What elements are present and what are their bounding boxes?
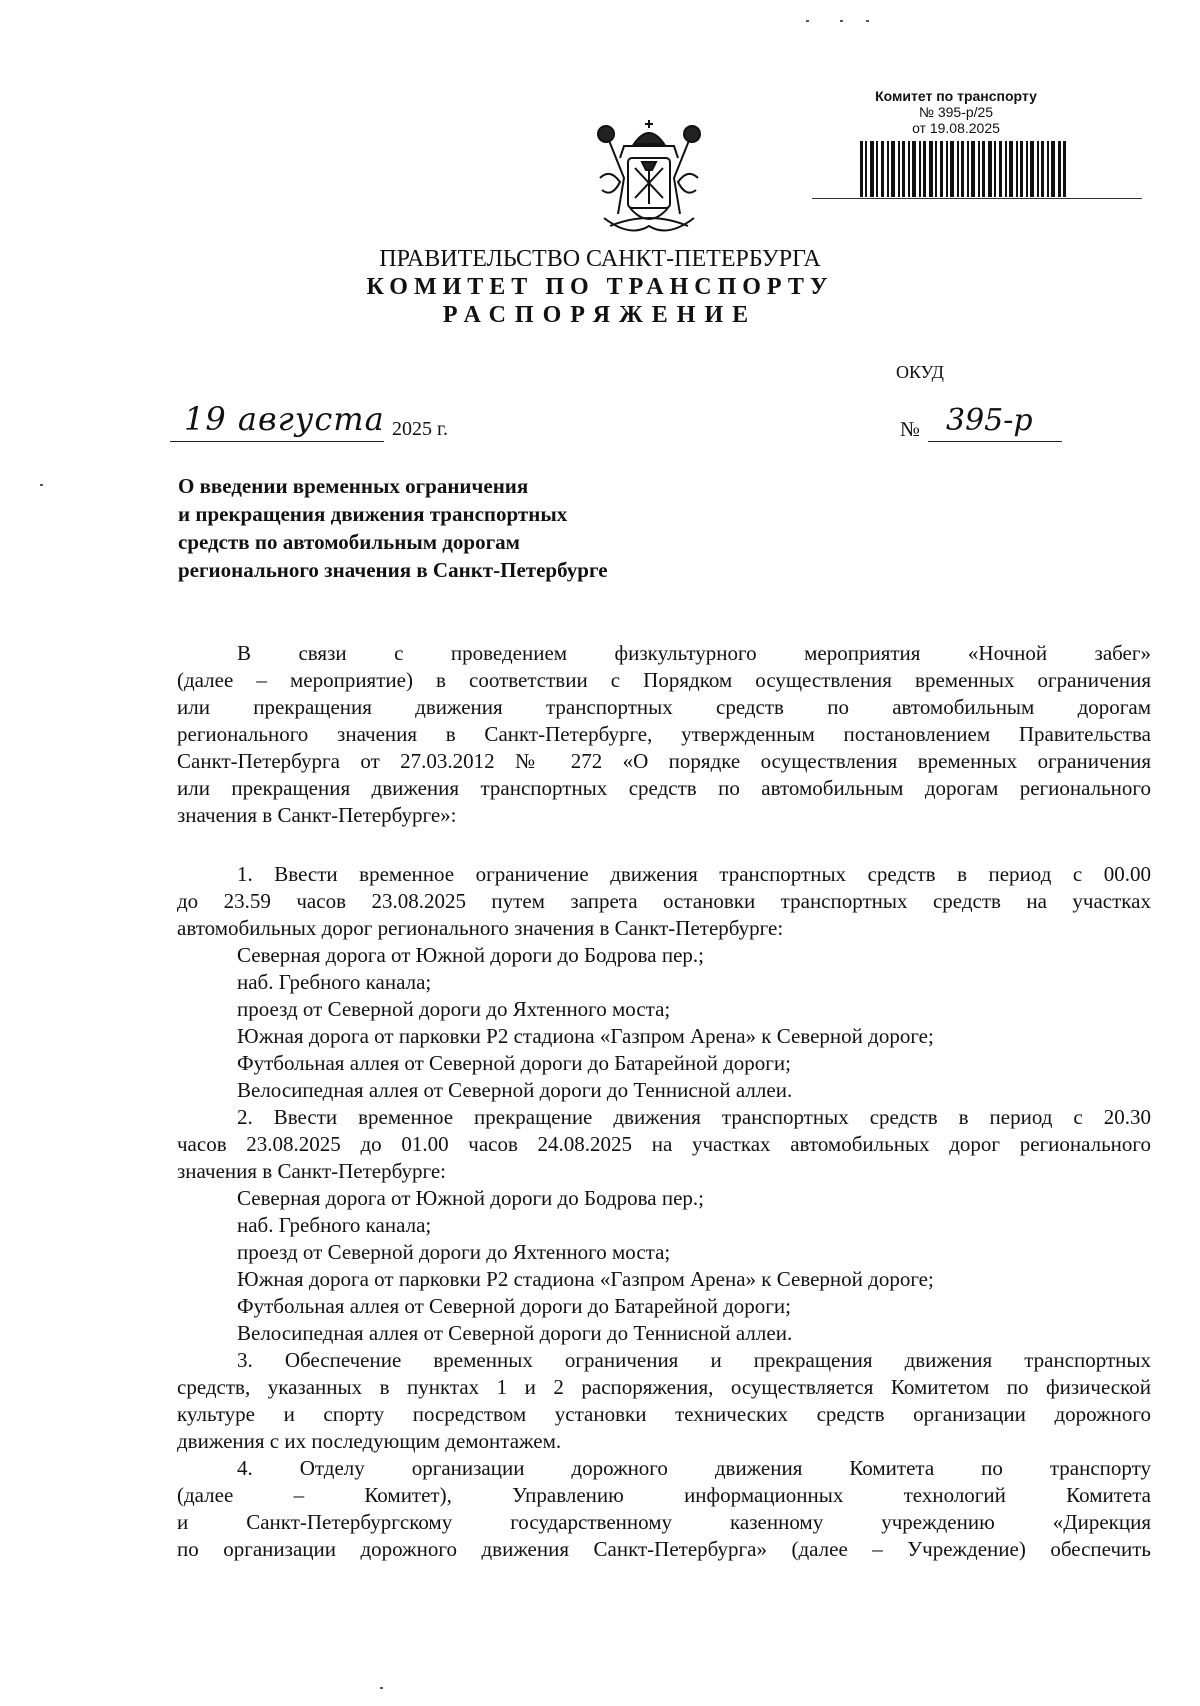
item1-road: Велосипедная аллея от Северной дороги до Теннисной аллеи. [237, 1078, 793, 1102]
item4-line: и Санкт-Петербургскому государственному казенному учреждению «Дирекция [177, 1510, 1151, 1534]
scan-speck [866, 20, 869, 22]
registration-stamp [836, 88, 1076, 136]
scan-speck [840, 20, 843, 22]
item1-road: наб. Гребного канала; [237, 970, 432, 994]
barcode [860, 141, 1066, 201]
item3-line: культуре и спорту посредством установки технических средств организации дорожного [177, 1402, 1151, 1426]
document-title [178, 472, 738, 584]
stamp-committee: Комитет по транспорту [875, 88, 1037, 104]
date-underline [170, 441, 384, 442]
scan-speck [40, 484, 43, 486]
stamp-underline [812, 198, 1142, 199]
item2-road: Северная дорога от Южной дороги до Бодрова пер.; [237, 1186, 704, 1210]
item2-road: наб. Гребного канала; [237, 1213, 432, 1237]
item1-line: 1. Ввести временное ограничение движения транспортных средств в период с 00.00 [237, 862, 1151, 886]
preamble-line: значения в Санкт-Петербурге»: [177, 803, 457, 827]
item2-road: Южная дорога от парковки Р2 стадиона «Газпром Арена» к Северной дороге; [237, 1267, 934, 1291]
item1-road: Северная дорога от Южной дороги до Бодрова пер.; [237, 943, 704, 967]
stamp-date: от 19.08.2025 [912, 120, 1000, 136]
okud-label: ОКУД [896, 362, 944, 382]
item1-road: Южная дорога от парковки Р2 стадиона «Газпром Арена» к Северной дороге; [237, 1024, 934, 1048]
title-line: и прекращения движения транспортных [178, 502, 568, 526]
title-line: регионального значения в Санкт-Петербурге [178, 558, 608, 582]
item3-line: средств, указанных в пунктах 1 и 2 распоряжения, осуществляется Комитетом по физической [177, 1375, 1151, 1399]
item2-line: часов 23.08.2025 до 01.00 часов 24.08.2025 на участках автомобильных дорог регионального [177, 1132, 1151, 1156]
item2-line: 2. Ввести временное прекращение движения транспортных средств в период с 20.30 [237, 1105, 1151, 1129]
item4-line: по организации дорожного движения Санкт-Петербурга» (далее – Учреждение) обеспечить [177, 1537, 1151, 1561]
item1-line: автомобильных дорог регионального значения в Санкт-Петербурге: [177, 916, 784, 940]
coat-of-arms-icon [590, 118, 708, 238]
item2-line: значения в Санкт-Петербурге: [177, 1159, 446, 1183]
document-type: РАСПОРЯЖЕНИЕ [442, 302, 758, 328]
item1-road: Футбольная аллея от Северной дороги до Батарейной дороги; [237, 1051, 791, 1075]
number-handwritten: 395-р [946, 403, 1033, 438]
preamble-line: Санкт-Петербурга от 27.03.2012 № 272 «О порядке осуществления временных ограничения [177, 749, 1151, 773]
date-handwritten: 19 августа [184, 400, 385, 438]
scan-speck [806, 20, 809, 22]
item2-road: проезд от Северной дороги до Яхтенного моста; [237, 1240, 671, 1264]
preamble-line: (далее – мероприятие) в соответствии с Порядком осуществления временных ограничения [177, 668, 1151, 692]
item2-road: Футбольная аллея от Северной дороги до Батарейной дороги; [237, 1294, 791, 1318]
preamble-line: В связи с проведением физкультурного мероприятия «Ночной забег» [237, 641, 1151, 665]
stamp-number: № 395-р/25 [918, 104, 994, 120]
title-line: О введении временных ограничения [178, 474, 529, 498]
number-sign: № [900, 417, 921, 441]
government-name: ПРАВИТЕЛЬСТВО САНКТ-ПЕТЕРБУРГА [379, 246, 821, 272]
committee-name: КОМИТЕТ ПО ТРАНСПОРТУ [366, 274, 834, 300]
title-line: средств по автомобильным дорогам [178, 530, 520, 554]
preamble-line: или прекращения движения транспортных средств по автомобильным дорогам регионального [177, 776, 1151, 800]
item4-line: 4. Отделу организации дорожного движения Комитета по транспорту [237, 1456, 1151, 1480]
item3-line: движения с их последующим демонтажем. [177, 1429, 562, 1453]
number-underline [928, 441, 1062, 442]
item3-line: 3. Обеспечение временных ограничения и прекращения движения транспортных [237, 1348, 1151, 1372]
preamble-line: регионального значения в Санкт-Петербурге, утвержденным постановлением Правительства [177, 722, 1151, 746]
item1-road: проезд от Северной дороги до Яхтенного моста; [237, 997, 671, 1021]
item1-line: до 23.59 часов 23.08.2025 путем запрета остановки транспортных средств на участках [177, 889, 1151, 913]
scan-speck [380, 1687, 383, 1689]
item2-road: Велосипедная аллея от Северной дороги до Теннисной аллеи. [237, 1321, 793, 1345]
item4-line: (далее – Комитет), Управлению информационных технологий Комитета [177, 1483, 1151, 1507]
preamble-line: или прекращения движения транспортных средств по автомобильным дорогам [177, 695, 1151, 719]
date-year: 2025 г. [392, 418, 448, 440]
